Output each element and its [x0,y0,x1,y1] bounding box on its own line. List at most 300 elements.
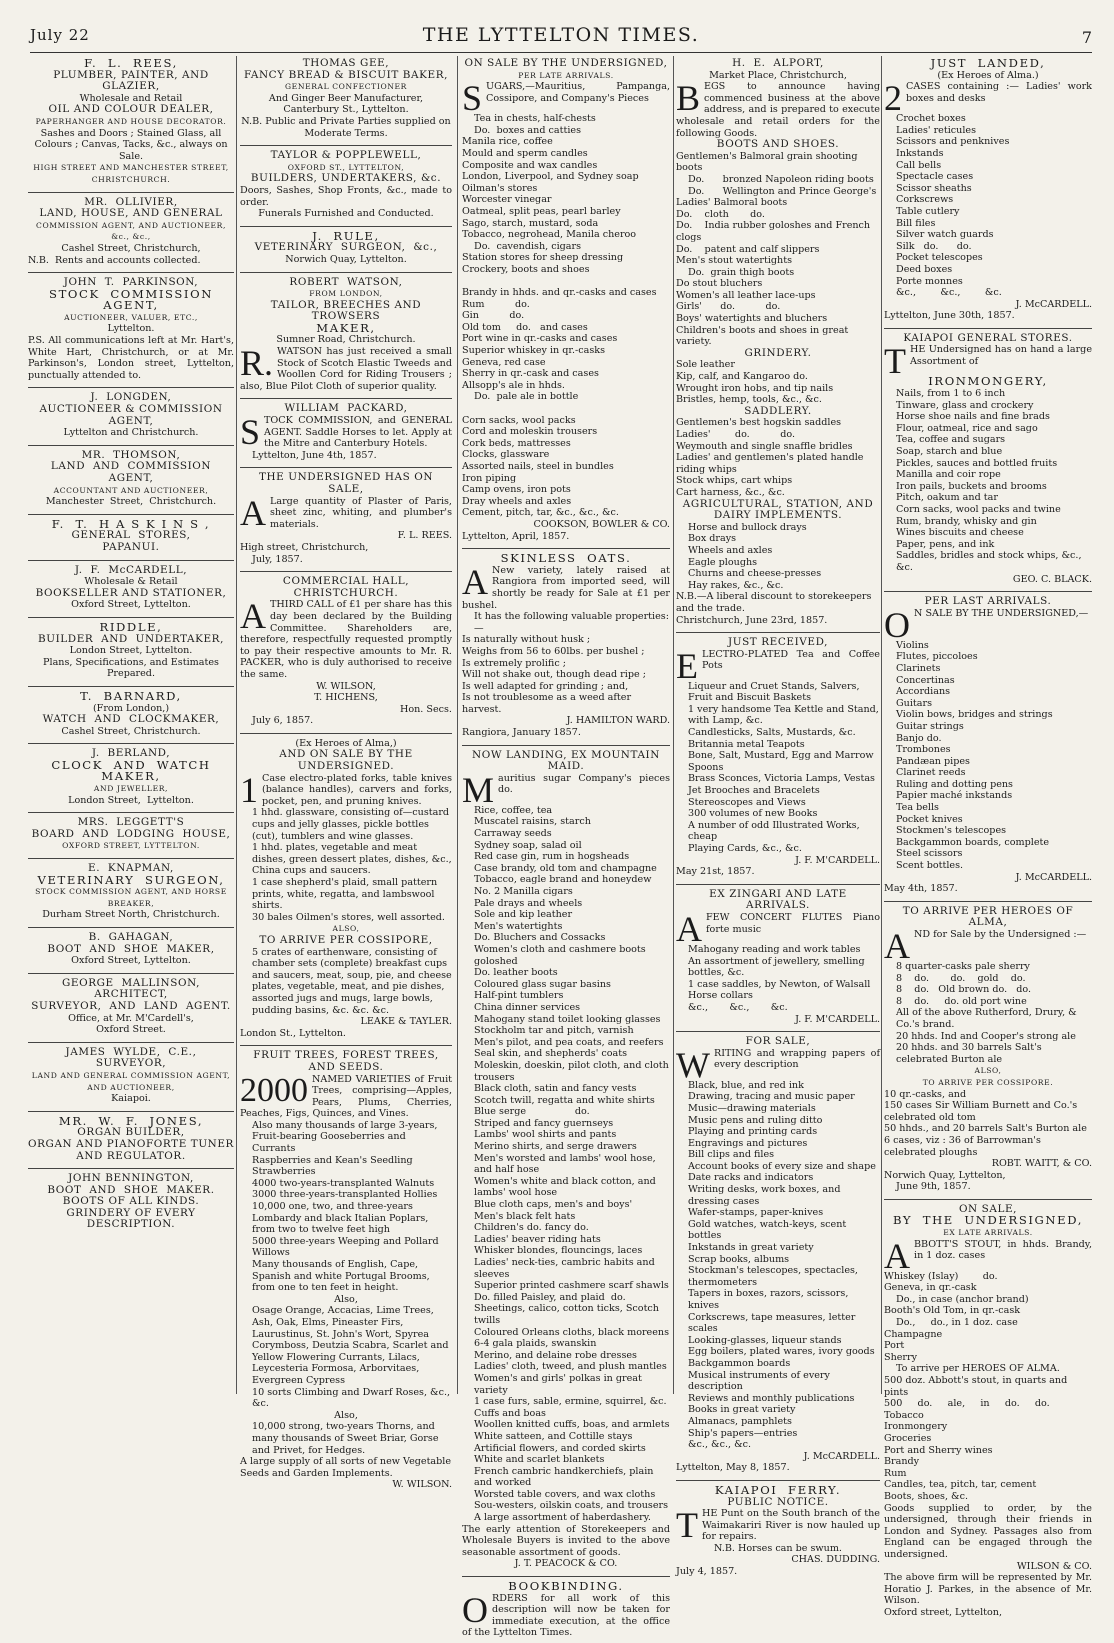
ad-paragraph [240,1071,452,1120]
drop-cap: A [884,1235,910,1276]
ad-line: 10 sorts Climbing and Dwarf Roses, &c., &c. [252,1386,454,1410]
ad-line: HIGH STREET AND MANCHESTER STREET, CHRISTCHURCH. [33,163,232,184]
column-divider [236,56,237,1394]
ad-line: A large assortment of haberdashery. [474,1512,651,1524]
ad-separator [240,226,452,227]
ad-line: Playing and printing cards [688,1126,818,1138]
ad-line: PLUMBER, PAINTER, AND GLAZIER, [53,68,213,93]
ad-line: ROBT. WAITT, & CO. [991,1158,1092,1170]
ad-line: Boys' watertights and bluchers [676,313,828,325]
ad-line: French cambric handkerchiefs, plain and worked [474,1465,657,1489]
advertisement [28,563,234,615]
drop-cap: W [676,1044,710,1085]
ad-line: Candles, tea, pitch, tar, cement [884,1479,1037,1491]
ad-line: White satteen, and Cottille stays [474,1430,633,1442]
ad-body-text: RDERS for all work of this description will now be taken for immediate execution, at the office of the Lyttelton Times. [462,1592,670,1639]
ad-line: &c., &c., &c. [688,1001,788,1013]
ad-line: Violins [896,639,929,651]
ad-line: 1 case saddles, by Newton, of Walsall [688,978,871,990]
ad-line: BOOT AND SHOE MAKER, [47,942,215,955]
ad-line: MAKER, [316,320,376,335]
ad-line: &c., &c., &c. [896,287,1002,299]
ad-line: Corn sacks, wool packs and twine [896,504,1061,515]
ad-line: &c., &c., &c. [688,1439,752,1451]
ad-line: Is naturally without husk ; [462,634,591,646]
ad-line: Whisker blondes, flouncings, laces [474,1245,643,1257]
ad-line: Camp ovens, iron pots [462,484,571,496]
ad-line: Muscatel raisins, starch [474,816,591,828]
ad-line: Egg boilers, plated wares, ivory goods [688,1346,875,1358]
ad-line: ORGAN AND PIANOFORTE TUNER [28,1137,234,1150]
ad-line: And Ginger Beer Manufacturer, [268,92,424,104]
ad-line: (Ex Heroes of Alma.) [937,69,1039,81]
ad-line: Ladies' neck-ties, cambric habits and sleeves [474,1257,658,1280]
ad-line: PAPANUI. [102,540,160,553]
ad-separator [28,387,234,388]
ad-line: Rum [884,1467,907,1479]
ad-line: VETERINARY SURGEON, &c., [254,241,438,254]
ad-line: Striped and fancy guernseys [474,1117,614,1129]
ad-line: Tea, coffee and sugars [896,434,1006,446]
ad-separator [884,1199,1092,1200]
ad-line: Saddles, bridles and stock whips, &c., &c. [896,550,1085,573]
ad-line: Tobacco, eagle brand and honeydew [474,874,652,886]
ad-line: Sole and kip leather [474,909,573,921]
ad-line: Merino shirts, and serge drawers [474,1141,637,1153]
ad-line: AUCTIONEER, VALUER, ETC., [64,312,198,322]
ad-line: STOCK COMMISSION AGENT, AND HORSE BREAKER, [35,887,230,908]
ad-separator [676,632,880,633]
ad-line: London St., Lyttelton. [240,1027,346,1039]
ad-line: GRINDERY OF EVERY DESCRIPTION. [66,1206,200,1231]
ad-line: 30 bales Oilmen's stores, well assorted. [252,911,445,923]
ad-line: Tapers in boxes, razors, scissors, knives [688,1288,852,1311]
ad-line: CHAS. DUDDING. [791,1554,880,1566]
ad-body-text: FEW CONCERT FLUTES Piano forte music [706,911,880,935]
ad-line: BOOT AND SHOE MAKER. [47,1183,215,1196]
ad-line: Pocket telescopes [896,252,983,264]
ad-line: J. McCARDELL. [1015,871,1092,883]
advertisement [28,815,234,856]
ad-line: Iron piping [462,472,517,484]
ad-line: Blue cloth caps, men's and boys' [474,1199,633,1211]
ad-line: 1 very handsome Tea Kettle and Stand, with Lamp, &c. [688,703,882,727]
ad-line: Brandy in hhds. and qr.-casks and cases [462,287,657,299]
ad-line: KAIAPOI FERRY. [714,1482,842,1497]
ad-line: Account books of every size and shape [688,1160,876,1172]
ad-line: Wafer-stamps, paper-knives [688,1207,824,1219]
ad-line: Stereoscopes and Views [688,796,806,808]
ad-body-text: WATSON has just received a small Stock of Scotch Elastic Tweeds and Woollen Cord for Riding Trousers ; also, Blue Pilot Cloth of superior quality. [240,346,452,392]
drop-cap: 2 [884,78,902,119]
advertisement [884,904,1092,1197]
ad-line: Guitars [896,697,932,709]
ad-line: 300 volumes of new Books [688,808,818,820]
advertisement [676,1034,880,1478]
ad-line: Do., in case (anchor brand) [896,1293,1029,1305]
advertisement [28,1114,234,1166]
ad-line: Many thousands of English, Cape, Spanish and white Portugal Brooms, from one to ten feet in height. [252,1259,433,1294]
ad-line: Do. cloth do. [676,208,765,220]
ad-line: Flour, oatmeal, rice and sago [896,422,1038,434]
ad-line: BOOTS AND SHOES. [716,138,840,151]
ad-line: ON SALE, [958,1202,1018,1215]
ad-line: Spectacle cases [896,171,974,183]
ad-line: Worsted table covers, and wax cloths [474,1488,656,1500]
ad-line: THOMAS GEE, [302,57,390,69]
ad-line: Playing Cards, &c., &c. [688,843,802,854]
ad-line: SKINLESS OATS. [500,551,632,566]
ad-line: Superior whiskey in qr.-casks [462,345,605,357]
ad-line: Iron pails, buckets and brooms [896,480,1047,492]
ad-line: Bristles, hemp, tools, &c., &c. [676,394,822,406]
ad-line: Do stout bluchers [676,278,763,290]
ad-separator [28,743,234,744]
ad-line: Box drays [688,533,737,545]
ad-line: Men's pilot, and pea coats, and reefers [474,1036,664,1048]
ad-line: 20 hhds. Ind and Cooper's strong ale [896,1030,1076,1042]
ad-line: COOKSON, BOWLER & CO. [533,518,670,530]
ad-line: Hay rakes, &c., &c. [688,579,784,591]
ad-line: Weighs from 56 to 60lbs. per bushel ; [462,645,645,657]
ad-line: Music—drawing materials [688,1102,816,1114]
ad-line: J. HAMILTON WARD. [566,715,670,727]
drop-cap: S [462,78,483,119]
ad-line: Port and Sherry wines [884,1444,993,1456]
ad-line: GEORGE MALLINSON, [61,976,201,989]
ad-line: MRS. LEGGETT'S [77,816,185,829]
ad-line: AND JEWELLER, [93,784,169,794]
ad-line: It has the following valuable properties:— [474,611,669,634]
ad-line: Lyttelton, May 8, 1857. [676,1462,790,1474]
ad-line: AGRICULTURAL, STATION, AND DAIRY IMPLEMENTS. [682,497,878,522]
ad-line: Manilla and coir rope [896,469,1001,481]
ad-line: J. BERLAND, [91,747,171,760]
ad-line: Horse shoe nails and fine brads [896,411,1050,423]
ad-line: Oxford Street. [96,1024,166,1036]
ad-line: Stockmen's telescopes [896,825,1007,837]
ad-line: N.B.—A liberal discount to storekeepers and the trade. [676,591,875,614]
ad-line: W. WILSON, [316,680,376,692]
ad-line: Scotch twill, regatta and white shirts [474,1094,655,1106]
ad-line: Girls' do. do. [676,301,781,313]
advertisement [28,746,234,810]
masthead-rule [30,52,1092,53]
ad-line: BOOKSELLER AND STATIONER, [35,586,227,599]
ad-body-text: RITING and wrapping papers of every description [713,1047,880,1071]
ad-line: Tinware, glass and crockery [896,399,1034,411]
ad-line: JOHN T. PARKINSON, [63,276,199,289]
ad-separator [240,272,452,273]
ad-line: JOHN BENNINGTON, [68,1172,194,1185]
ad-line: Papier maché inkstands [896,790,1013,802]
advertisement [28,930,234,971]
advertisement [28,976,234,1040]
advertisement [28,1171,234,1235]
ad-line: Do. patent and calf slippers [676,243,820,255]
ad-line: Do. grain thigh boots [688,266,795,278]
ad-body-text: Case electro-plated forks, table knives (balance handles), carvers and forks, pocket, pen, and pruning knives. [262,772,452,807]
ad-line: Bill files [896,217,936,229]
ad-line: SURVEYOR, [95,1057,167,1070]
ad-line: E. KNAPMAN, [88,862,174,875]
ad-separator [240,1045,452,1046]
ad-line: Paper, pens, and ink [896,538,995,550]
ad-line: Is not troublesome as a weed after harvest. [462,692,635,715]
ad-line: Oxford Street, Lyttelton. [71,955,191,967]
ad-line: Goods supplied to order, by the undersigned, through their friends in London and Sydney. Passages also from England can be engaged through the undersigned. [884,1502,1096,1560]
ad-line: Mahogany reading and work tables [688,943,861,955]
ad-line: Crockery, boots and shoes [462,263,590,275]
ad-line: PER LATE ARRIVALS. [518,70,614,80]
ad-body-text: THIRD CALL of £1 per share has this day been declared by the Building Committee. Shareholders are, therefore, respectfully requested promptly to pay their respective amounts to Mr. R. PACKER, who is duly authorised to receive the same. [240,599,452,680]
ad-line: Merino, and delaine robe dresses [474,1349,637,1361]
ad-line: Groceries [884,1432,932,1444]
ad-line: Scent bottles. [896,860,964,872]
ad-line: London Street, Lyttelton. [69,645,193,657]
column-3 [462,56,674,1639]
ad-line: Gentlemen's Balmoral grain shooting boots [676,150,861,174]
ad-line: 150 cases Sir William Burnett and Co.'s celebrated old tom [884,1100,1081,1123]
ad-line: T. BARNARD, [80,688,182,703]
ad-line: Wrought iron hobs, and tip nails [676,382,834,394]
column-4 [676,56,882,1578]
ad-separator [884,901,1092,902]
advertisement [240,275,452,397]
ad-line: Steel scissors [896,848,963,860]
ad-line: Horse collars [688,990,753,1002]
ad-line: Porte monnes [896,275,963,287]
ad-line: Gentlemen's best hogskin saddles [676,417,842,429]
advertisement [240,736,455,1043]
ad-line: Black, blue, and red ink [688,1079,804,1091]
ad-line: Pickles, sauces and bottled fruits [896,457,1058,469]
ad-line: Do. Bluchers and Cossacks [474,932,606,944]
ad-line: Date racks and indicators [688,1172,814,1184]
ad-line: FOR SALE, [745,1035,811,1048]
ad-line: Sherry in qr.-cask and cases [462,368,599,380]
ad-line: BUILDERS, UNDERTAKERS, &c. [250,172,442,185]
ad-line: Eagle ploughs [688,556,758,568]
ad-line: Superior printed cashmere scarf shawls [474,1280,669,1292]
ad-line: COMMERCIAL HALL, CHRISTCHURCH. [282,575,413,599]
ad-line: VETERINARY SURGEON, [37,872,225,887]
ad-line: Pocket knives [896,813,963,825]
ad-line: LAND AND GENERAL COMMISSION AGENT, AND AUCTIONEER, [31,1070,234,1092]
ad-line: Kip, calf, and Kangaroo do. [676,371,808,383]
ad-body-text: TOCK COMMISSION, and GENERAL AGENT. Saddle Horses to let. Apply at the Mitre and Canterbury Hotels. [264,415,452,450]
ad-line: Candlesticks, Salts, Mustards, &c. [688,727,856,739]
ad-line: Seal skin, and shepherds' coats [474,1048,628,1060]
ad-line: Sumner Road, Christchurch. [276,334,416,346]
ad-line: Do. cavendish, cigars [474,240,582,252]
ad-line: Women's cloth and cashmere boots goloshed [474,943,649,967]
ad-line: Blue serge do. [474,1106,590,1118]
ad-line: JAMES WYLDE, C.E., [65,1045,197,1058]
ad-line: Reviews and monthly publications [688,1392,855,1404]
ad-line: 1 hhd. plates, vegetable and meat dishes, green dessert plates, dishes, &c., China cups and saucers. [252,842,455,877]
ad-line: Deed boxes [896,263,953,275]
drop-cap: T [884,341,906,382]
newspaper-title: THE LYTTELTON TIMES. [422,24,700,46]
ad-line: Accordians [896,686,951,698]
ad-line: ROBERT WATSON, [289,275,403,288]
ad-line: Coloured glass sugar basins [474,978,611,990]
ad-separator [240,145,452,146]
ad-line: The early attention of Storekeepers and Wholesale Buyers is invited to the above seasonable assortment of goods. [462,1523,674,1558]
ad-paragraph [462,1589,670,1639]
ad-separator [28,812,234,813]
ad-line [462,276,670,288]
ad-line: Drawing, tracing and music paper [688,1091,855,1103]
ad-line: Concertinas [896,674,955,686]
ad-line: LAND AND COMMISSION AGENT, [50,460,219,484]
ad-line: NOW LANDING, EX MOUNTAIN MAID. [472,748,664,773]
ad-line: ON SALE BY THE UNDERSIGNED, [464,57,668,69]
ad-line: TAILOR, BREECHES AND TROWSERS [270,298,426,323]
ad-line: 500 doz. Abbott's stout, in quarts and pints [884,1375,1071,1398]
ad-line: J. LONGDEN, [90,391,172,404]
ad-line: TO ARRIVE PER COSSIPORE, [259,933,433,946]
ad-line: Cashel Street, Christchurch, [61,242,201,254]
ad-line: F. L. REES, [84,56,178,70]
ad-line: Canterbury St., Lyttelton. [283,104,409,116]
ad-line: Violin bows, bridges and strings [896,709,1053,721]
drop-cap: A [676,908,702,949]
ad-line: Tea bells [896,802,939,814]
ad-line: IRONMONGERY, [928,374,1048,389]
ad-line: TO ARRIVE PER HEROES OF ALMA, [902,904,1078,929]
ad-line: OXFORD STREET, LYTTELTON. [62,841,200,851]
ad-line: Do. Wellington and Prince George's [688,185,877,197]
ad-body-text: auritius sugar Company's pieces do. [498,772,670,796]
ad-line: Pitch, oakum and tar [896,492,998,504]
ad-line: N.B. Public and Private Parties supplied on Moderate Terms. [241,115,454,139]
ad-line: An assortment of jewellery, smelling bottles, &c. [688,955,868,979]
ad-separator [676,1031,880,1032]
ad-line: Guitar strings [896,720,964,732]
ad-body-text: New variety, lately raised at Rangiora from imported seed, will shortly be ready for Sale at £1 per bushel. [462,564,670,611]
ad-body-text: UGARS,—Mauritius, Pampanga, Cossipore, and Company's Pieces [486,81,670,104]
advertisement [884,331,1092,589]
ad-line: Ladies' reticules [896,124,976,136]
ad-line: Do. leather boots [474,967,558,979]
ad-line: Gold watches, watch-keys, scent bottles [688,1218,850,1242]
ad-line: Pandæan pipes [896,755,970,767]
advertisement [240,470,452,569]
ad-line: T. HICHENS, [314,692,378,704]
ad-line: Assorted nails, steel in bundles [462,461,614,472]
ad-line: OIL AND COLOUR DEALER, [48,103,214,116]
ad-line: BY THE UNDERSIGNED, [893,1213,1083,1228]
ad-line: J. F. McCARDELL, [74,563,188,576]
ad-line: Women's white and black cotton, and lambs' wool hose [474,1175,659,1199]
ad-line: Lyttelton, June 30th, 1857. [884,310,1015,322]
ad-line: 6 cases, viz : 36 of Barrowman's celebrated ploughs [884,1134,1044,1158]
advertisement [240,148,456,224]
ad-line: Carraway seeds [474,828,552,840]
ad-line: Wholesale & Retail [84,576,178,588]
advertisement [462,56,670,546]
ad-line: Market Place, Christchurch, [709,69,847,81]
ad-line: Books in great variety [688,1404,796,1416]
column-5 [884,56,1096,1618]
ad-line: BOOKBINDING. [508,1579,624,1594]
advertisement [28,620,234,684]
advertisement [28,448,234,512]
ad-line: Rum, brandy, whisky and gin [896,515,1037,527]
ad-line: 500 do. ale, in do. do. [884,1398,1050,1410]
ad-line: GRINDERY. [744,346,812,359]
advertisement [884,1202,1096,1623]
column-divider [457,56,458,1394]
ad-line: China dinner services [474,1001,581,1013]
ad-separator [28,560,234,561]
ad-line: Britannia metal Teapots [688,738,805,750]
advertisement [884,56,1092,326]
ad-line: Moleskin, doeskin, pilot cloth, and cloth trousers [474,1059,672,1083]
ad-line: MR. W. F. JONES, [58,1113,204,1128]
ad-line: Kaiapoi. [111,1093,151,1105]
ad-line: (Ex Heroes of Alma,) [295,737,397,749]
ad-line: Half-pint tumblers [474,990,564,1002]
ad-paragraph [462,561,670,611]
ad-line: 1 case furs, sable, ermine, squirrel, &c. [474,1396,667,1408]
ad-line: Dray wheels and axles [462,495,572,507]
ad-line: Flutes, piccoloes [896,651,978,663]
ad-line: 3000 three-years-transplanted Hollies [252,1189,438,1201]
ad-line: Ladies' do. do. [676,429,796,440]
ad-line: Rangiora, January 1857. [462,727,581,739]
ad-separator [28,445,234,446]
ad-line: Music pens and ruling ditto [688,1114,823,1126]
ad-body-text: EGS to announce having commenced business at the above address, and is prepared to execute wholesale and retail orders for the following Goods. [676,81,880,139]
advertisement [676,56,880,630]
ad-line: Red case gin, rum in hogsheads [474,851,630,863]
drop-cap: A [884,926,910,966]
ad-line: ORGAN BUILDER, [77,1126,185,1139]
ad-separator [28,272,234,273]
ad-line: N.B. Rents and accounts collected. [28,254,201,266]
ad-line: 10,000 one, two, and three-years Lombardy and black Italian Poplars, from two to twelve feet high [252,1201,432,1236]
ad-line: MR. OLLIVIER, [84,195,178,208]
ad-line: Table cutlery [896,205,960,217]
ad-line: Men's stout watertights [676,255,793,267]
ad-line: Wheels and axles [688,544,773,556]
ad-line: Writing desks, work boxes, and dressing cases [688,1184,844,1207]
ad-line: No. 2 Manilla cigars [474,886,573,897]
ad-separator [676,884,880,885]
ad-line: Woollen knitted cuffs, boas, and armlets [474,1419,670,1431]
ad-line: ALSO, [974,1066,1002,1076]
ad-line: 8 do. do. old port wine [896,995,1027,1007]
advertisement [676,1483,880,1582]
ad-line: JUST RECEIVED, [727,636,829,649]
ad-line: Raspberries and Kean's Seedling Strawberries [252,1154,416,1178]
ad-line: 8 do. do. gold do. [896,972,1026,984]
ad-line: THE UNDERSIGNED HAS ON SALE, [258,471,437,495]
ad-line: 1 case shepherd's plaid, small pattern prints, white, regatta, and lambswool shirts. [252,877,441,912]
ad-separator [28,617,234,618]
ad-line: Sashes and Doors ; Stained Glass, all Colours ; Canvas, Tacks, &c., always on Sale. [34,127,231,162]
ad-line: Funerals Furnished and Conducted. [258,208,434,220]
ad-line: Backgammon boards, complete [896,836,1050,848]
ad-line: FROM LONDON, [309,289,383,299]
ad-separator [240,571,452,572]
ad-line: Weymouth and single snaffle bridles [676,440,853,452]
ad-line: ACCOUNTANT AND AUCTIONEER, [53,485,209,495]
ad-line: CLOCK AND WATCH MAKER, [51,757,222,784]
